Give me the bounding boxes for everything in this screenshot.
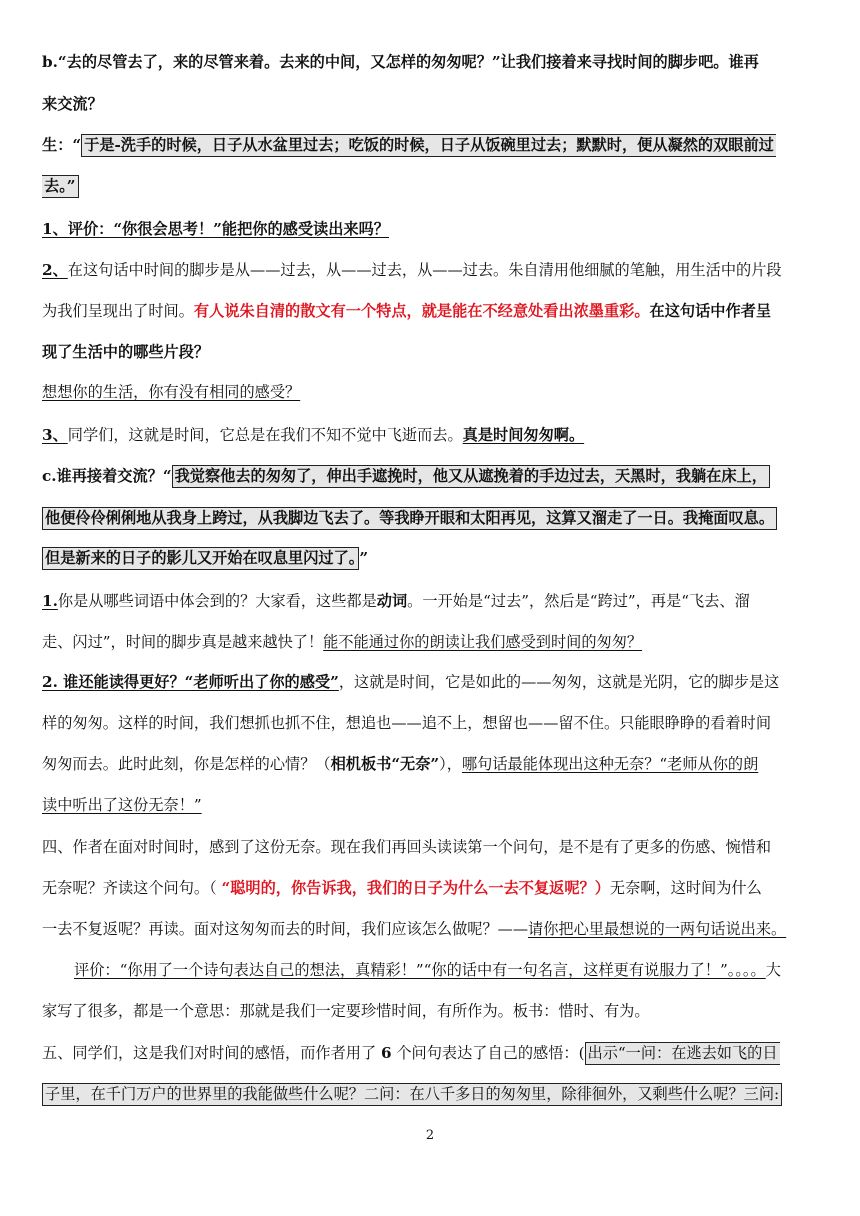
text-line	[42, 1084, 782, 1104]
text-segment: 家写了很多，都是一个意思：那就是我们一定要珍惜时间，有所作为。板书：惜时、有为。	[42, 1002, 650, 1020]
text-segment: 2、	[42, 261, 68, 279]
quoted-passage: 他便伶伶俐俐地从我身上跨过，从我脚边飞去了。等我睁开眼和太阳再见，这算又溜走了一日。我掩面叹息。	[42, 507, 777, 530]
text-segment: 匆匆而去。此时此刻，你是怎样的心情？（	[42, 755, 331, 773]
text-segment: ”	[359, 549, 369, 567]
text-segment: 6	[380, 1044, 392, 1062]
text-line	[42, 135, 776, 155]
text-segment: 有人说朱自清的散文有一个特点，就是能在不经意处看出浓墨重彩。	[193, 302, 650, 320]
text-segment: 评价：“你用了一个诗句表达自己的想法，真精彩！”“你的话中有一句名言，这样更有说服力了！”。。。。	[74, 961, 766, 979]
text-line	[42, 176, 79, 196]
text-segment: 1、评价：“你很会思考！”能把你的感受读出来吗？	[42, 220, 389, 238]
text-line	[42, 548, 368, 568]
text-segment: 3、	[42, 426, 68, 444]
text-segment: “聪明的，你告诉我，我们的日子为什么一去不复返呢？）	[221, 879, 610, 897]
text-line	[42, 508, 777, 528]
text-segment: 读中听出了这份无奈！”	[42, 796, 202, 814]
text-segment: 想想你的生活，你有没有相同的感受？	[42, 383, 301, 401]
text-segment: 一去不复返呢？再读。面对这匆匆而去的时间，我们应该怎么做呢？——	[42, 920, 528, 938]
text-segment: 走、闪过”，时间的脚步真是越来越快了！	[42, 633, 324, 651]
text-segment: 无奈啊，这时间为什么	[609, 879, 762, 897]
text-segment: 。一开始是“过去”，然后是“跨过”，再是“飞去、溜	[407, 592, 750, 610]
text-line	[42, 672, 779, 692]
text-line	[42, 1043, 780, 1063]
text-segment: 同学们，这就是时间，它总是在我们不知不觉中飞逝而去。	[67, 426, 463, 444]
text-segment: 生：“	[42, 136, 82, 154]
text-line	[42, 382, 300, 402]
quoted-passage: 子里，在千门万户的世界里的我能做些什么呢？二问：在八千多日的匆匆里，除徘徊外，又剩些什么呢？三问:	[42, 1083, 782, 1106]
text-line	[42, 919, 786, 939]
text-segment: 请你把心里最想说的一两句话说出来。	[528, 920, 787, 938]
text-segment: ，这就是时间，它是如此的——匆匆，这就是光阴，它的脚步是这	[338, 673, 780, 691]
quoted-passage: 但是新来的日子的影儿又开始在叹息里闪过了。	[42, 547, 359, 570]
text-segment: 1.	[42, 592, 58, 610]
text-segment: 哪句话最能体现出这种无奈？“老师从你的朗	[461, 755, 759, 773]
text-segment: 能不能通过你的朗读让我们感受到时间的匆匆？	[323, 633, 643, 651]
quoted-passage: 于是-洗手的时候，日子从水盆里过去；吃饭的时候，日子从饭碗里过去；默默时，便从凝然的双眼前过	[81, 134, 776, 157]
text-line	[42, 52, 759, 72]
text-segment: c.谁再接着交流？“	[42, 467, 172, 485]
text-line	[42, 301, 771, 321]
text-segment: 相机板书“无奈”	[330, 755, 440, 773]
text-segment: 个问句表达了自己的感悟：(	[391, 1044, 585, 1062]
text-line	[42, 1001, 650, 1021]
text-line	[42, 425, 584, 445]
quoted-passage: 去。”	[42, 175, 79, 198]
text-line	[74, 960, 781, 980]
quoted-passage: 出示“一问：在逃去如飞的日	[585, 1042, 780, 1065]
text-segment: b.“去的尽管去了，来的尽管来着。去来的中间，又怎样的匆匆呢？”让我们接着来寻找时间的脚步吧。谁再	[42, 53, 759, 71]
text-segment: 在这句话中时间的脚步是从——过去，从——过去，从——过去。朱自清用他细腻的笔触，用生活中的片段	[67, 261, 782, 279]
text-segment: 真是时间匆匆啊。	[462, 426, 585, 444]
text-segment: 现了生活中的哪些片段？	[42, 343, 210, 361]
text-segment: 为我们呈现出了时间。	[42, 302, 194, 320]
text-line	[42, 342, 209, 362]
text-line	[42, 632, 642, 652]
text-line	[42, 591, 750, 611]
text-segment: 无奈呢？齐读这个问句。（	[42, 879, 222, 897]
text-segment: 四、作者在面对时间时，感到了这份无奈。现在我们再回头读读第一个问句，是不是有了更多的伤感、惋惜和	[42, 838, 771, 856]
text-line	[42, 795, 202, 815]
text-segment: 来交流？	[42, 95, 103, 113]
quoted-passage: 我觉察他去的匆匆了，伸出手遮挽时，他又从遮挽着的手边过去，天黑时，我躺在床上，	[172, 465, 770, 488]
text-segment: 动词	[376, 592, 408, 610]
text-line	[42, 94, 103, 114]
text-segment: 2. 谁还能读得更好？“老师听出了你的感受”	[42, 673, 339, 691]
text-line	[42, 713, 771, 733]
text-line	[42, 837, 771, 857]
text-segment: 样的匆匆。这样的时间，我们想抓也抓不住，想追也——追不上，想留也——留不住。只能眼睁睁的看着时间	[42, 714, 771, 732]
text-segment: 在这句话中作者呈	[649, 302, 771, 320]
page-number: 2	[425, 1128, 435, 1143]
text-segment: 大	[765, 961, 781, 979]
text-line	[42, 754, 758, 774]
text-segment: 五、同学们，这是我们对时间的感悟，而作者用了	[42, 1044, 381, 1062]
text-line	[42, 878, 762, 898]
text-line	[42, 260, 782, 280]
text-line	[42, 219, 389, 239]
text-segment: ），	[439, 755, 462, 773]
text-line	[42, 466, 770, 486]
text-segment: 你是从哪些词语中体会到的？大家看，这些都是	[57, 592, 377, 610]
